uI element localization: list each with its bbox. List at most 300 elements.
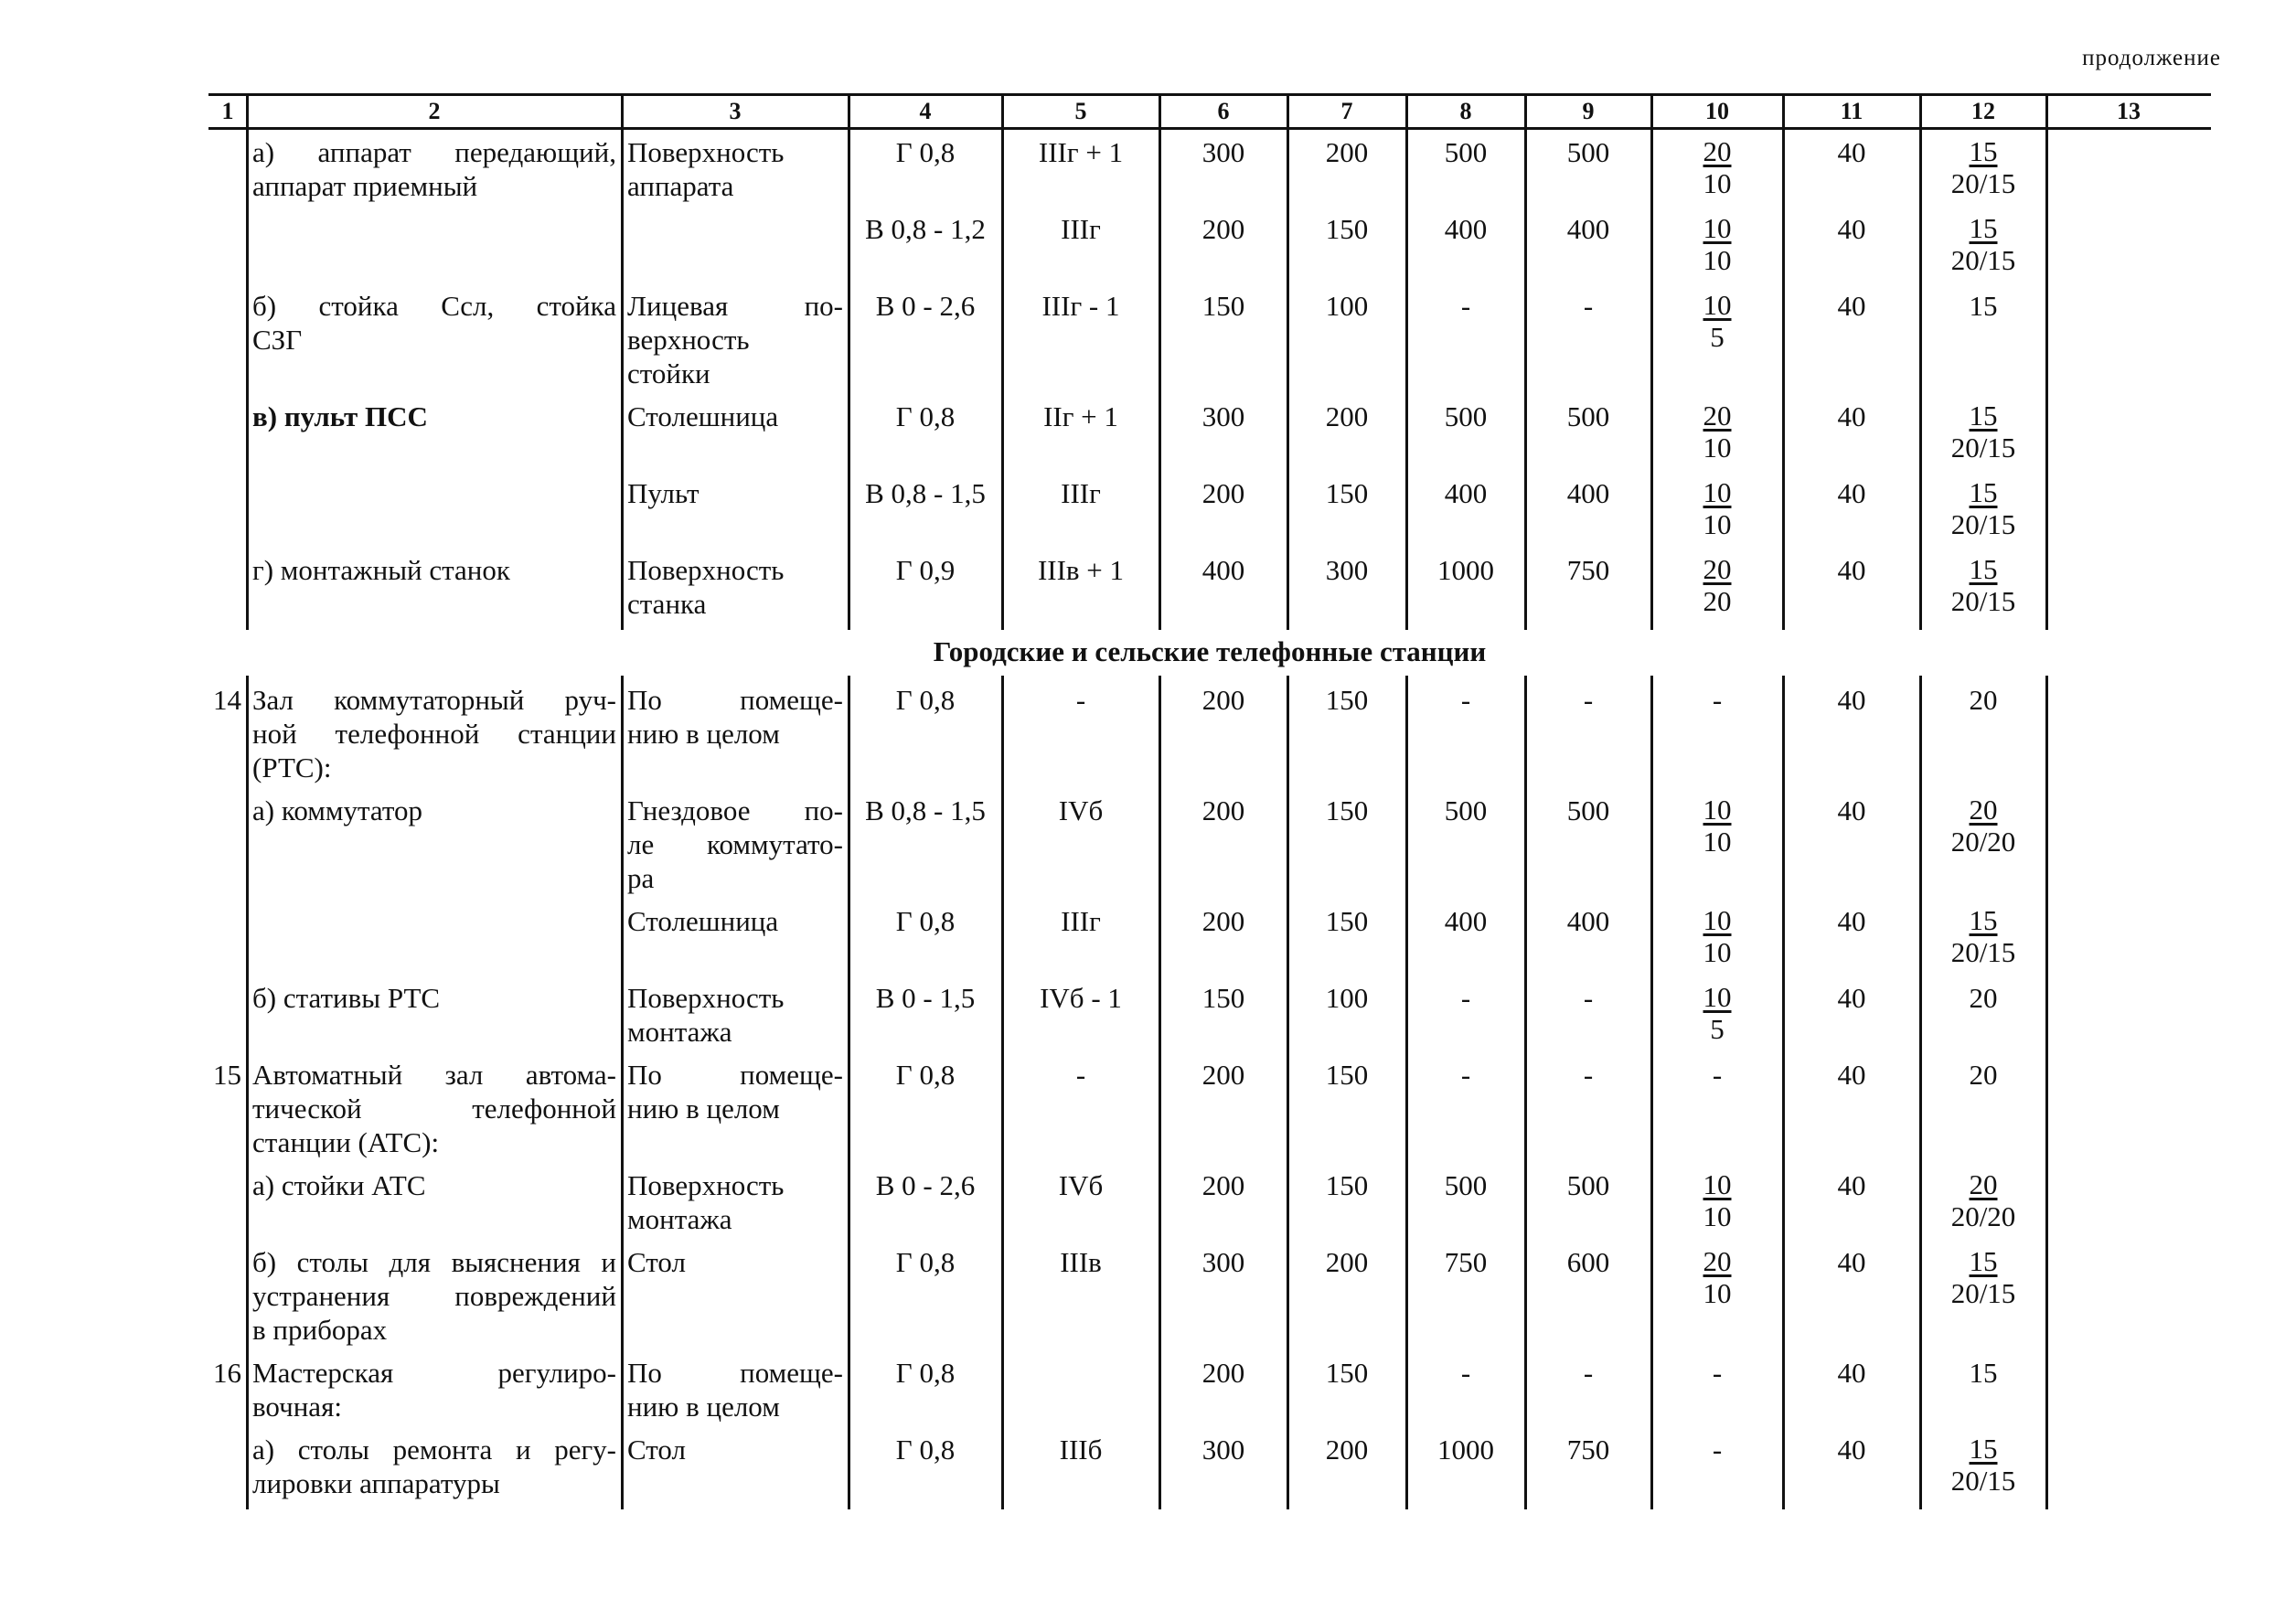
col10-value — [1657, 212, 1778, 277]
work-surface-line: Столешница — [627, 400, 779, 432]
col10-numerator: 20 — [1703, 553, 1732, 585]
column-divider — [1001, 676, 1004, 1509]
col12-denominator: 20/15 — [1950, 936, 2016, 968]
work-surface — [627, 476, 843, 510]
column-divider — [1001, 124, 1004, 630]
col6-value: 300 — [1201, 1434, 1245, 1466]
col7-value: 150 — [1325, 1059, 1369, 1091]
col12-value — [1926, 212, 2041, 277]
table-row — [208, 904, 2211, 981]
room-name-line: б) стойка Ссл, стойка — [252, 290, 616, 322]
col10-denominator: 20 — [1703, 585, 1732, 617]
col11-value: 40 — [1837, 905, 1866, 937]
col10-fraction — [1703, 135, 1732, 199]
col12-fraction — [1951, 1245, 2016, 1309]
table-row — [208, 1168, 2211, 1245]
col8-value: 1000 — [1437, 554, 1494, 586]
col8-value: 500 — [1444, 1169, 1488, 1201]
col10-denominator: 10 — [1703, 508, 1732, 540]
category-value: IIIв — [1060, 1246, 1102, 1278]
category-value: IVб — [1058, 794, 1104, 826]
work-surface — [627, 904, 843, 938]
plane-value: Г 0,8 — [895, 1246, 956, 1278]
room-name-line: а) коммутатор — [252, 794, 422, 826]
col7-value: 150 — [1325, 477, 1369, 509]
plane-value: Г 0,8 — [895, 400, 956, 432]
col10-value — [1657, 1168, 1778, 1233]
column-header-12: 12 — [1971, 98, 1995, 124]
col10-fraction — [1703, 904, 1732, 968]
col10-denominator: 10 — [1703, 167, 1732, 199]
col10-value — [1657, 476, 1778, 541]
col12-value — [1926, 553, 2041, 618]
col8-value: 750 — [1444, 1246, 1488, 1278]
plane-value: В 0 - 2,6 — [875, 290, 976, 322]
room-name-line: б) стативы РТС — [252, 982, 441, 1014]
col12-value — [1926, 1245, 2041, 1310]
header-column-divider — [246, 96, 249, 127]
room-name-line: лировки аппаратуры — [252, 1467, 500, 1499]
col7-value: 150 — [1325, 1169, 1369, 1201]
col10-numerator: 20 — [1703, 400, 1732, 432]
col10-numerator: 10 — [1703, 476, 1732, 508]
work-surface-line: По помеще- — [627, 1357, 843, 1389]
col10-fraction — [1703, 981, 1732, 1045]
room-name-line: в приборах — [252, 1314, 388, 1346]
col12-value: 20 — [1969, 982, 1998, 1014]
col6-value: 150 — [1201, 290, 1245, 322]
room-name — [252, 1168, 616, 1202]
column-header-10: 10 — [1705, 98, 1729, 124]
col7-value: 150 — [1325, 794, 1369, 826]
col10-fraction — [1703, 794, 1732, 858]
room-name — [252, 981, 616, 1015]
col12-fraction — [1951, 135, 2016, 199]
category-value: IIIг — [1061, 213, 1101, 245]
col12-value: 20 — [1969, 1059, 1998, 1091]
table-row — [208, 400, 2211, 476]
work-surface — [627, 289, 843, 390]
work-surface-line: станка — [627, 588, 707, 620]
col12-numerator: 15 — [1969, 212, 1998, 244]
col12-denominator: 20/20 — [1950, 826, 2016, 858]
col10-value: - — [1712, 1059, 1723, 1091]
header-column-divider — [2045, 96, 2048, 127]
col12-numerator: 15 — [1969, 476, 1998, 508]
col6-value: 200 — [1201, 1169, 1245, 1201]
room-name-line: б) столы для выяснения и — [252, 1246, 616, 1278]
col6-value: 200 — [1201, 1357, 1245, 1389]
room-name-line: аппарат приемный — [252, 170, 478, 202]
continuation-label: продолжение — [2082, 46, 2221, 70]
column-header-11: 11 — [1840, 98, 1863, 124]
room-name — [252, 1433, 616, 1500]
col10-fraction — [1703, 553, 1732, 617]
work-surface — [627, 135, 843, 203]
column-divider — [1287, 676, 1289, 1509]
category-value: IIIг + 1 — [1038, 136, 1124, 168]
col12-fraction — [1951, 794, 2016, 858]
header-column-divider — [1919, 96, 1922, 127]
col10-denominator: 10 — [1703, 244, 1732, 276]
col10-fraction — [1703, 400, 1732, 464]
column-divider — [1287, 124, 1289, 630]
room-name-line: Зал коммутаторный руч- — [252, 684, 616, 716]
col6-value: 200 — [1201, 477, 1245, 509]
table-row — [208, 794, 2211, 904]
col12-fraction — [1951, 1433, 2016, 1497]
col11-value: 40 — [1837, 1434, 1866, 1466]
table-row — [208, 1433, 2211, 1509]
work-surface-line: ра — [627, 862, 655, 894]
header-column-divider — [1782, 96, 1785, 127]
col10-denominator: 10 — [1703, 936, 1732, 968]
col8-value: 500 — [1444, 136, 1488, 168]
header-column-divider — [1287, 96, 1289, 127]
col10-denominator: 10 — [1703, 1277, 1732, 1309]
header-column-divider — [1001, 96, 1004, 127]
col12-denominator: 20/15 — [1950, 508, 2016, 540]
col12-fraction — [1951, 212, 2016, 276]
table-row — [208, 289, 2211, 400]
table-row — [208, 981, 2211, 1058]
category-value: IIIб — [1059, 1434, 1103, 1466]
work-surface — [627, 1433, 843, 1466]
column-divider — [1159, 124, 1161, 630]
col10-denominator: 5 — [1710, 1013, 1725, 1045]
work-surface-line: ле коммутато- — [627, 828, 843, 860]
work-surface-line: Лицевая по- — [627, 290, 843, 322]
col6-value: 200 — [1201, 905, 1245, 937]
col10-value — [1657, 553, 1778, 618]
work-surface — [627, 981, 843, 1049]
column-header-7: 7 — [1340, 98, 1353, 124]
category-value: IIг + 1 — [1043, 400, 1118, 432]
col12-value — [1926, 904, 2041, 969]
row-number: 16 — [213, 1357, 241, 1389]
col10-value — [1657, 400, 1778, 464]
work-surface-line: Стол — [627, 1434, 686, 1466]
col12-fraction — [1951, 1168, 2016, 1232]
column-header-2: 2 — [428, 98, 441, 124]
col9-value: - — [1583, 1357, 1594, 1389]
table-row — [208, 476, 2211, 553]
work-surface-line: Поверхность — [627, 554, 785, 586]
category-value: IVб - 1 — [1040, 982, 1122, 1014]
plane-value: В 0 - 2,6 — [875, 1169, 976, 1201]
col12-value — [1926, 135, 2041, 200]
col6-value: 400 — [1201, 554, 1245, 586]
table-row — [208, 212, 2211, 289]
column-divider — [1650, 676, 1653, 1509]
plane-value: Г 0,8 — [895, 684, 956, 716]
section-title: Городские и сельские телефонные станции — [933, 635, 1487, 667]
col7-value: 150 — [1325, 1357, 1369, 1389]
col7-value: 150 — [1325, 684, 1369, 716]
room-name-line: в) пульт ПСС — [252, 400, 428, 432]
room-name — [252, 1245, 616, 1347]
column-divider — [246, 676, 249, 1509]
col12-value: 15 — [1969, 290, 1998, 322]
column-divider — [1159, 676, 1161, 1509]
col10-numerator: 10 — [1703, 212, 1732, 244]
plane-value: Г 0,8 — [895, 1434, 956, 1466]
col8-value: - — [1460, 684, 1471, 716]
column-header-13: 13 — [2117, 98, 2141, 124]
col7-value: 150 — [1325, 905, 1369, 937]
work-surface-line: аппарата — [627, 170, 734, 202]
category-value: IVб — [1058, 1169, 1104, 1201]
col12-value — [1926, 476, 2041, 541]
table-row — [208, 553, 2211, 630]
work-surface-line: Поверхность — [627, 982, 785, 1014]
work-surface-line: нию в целом — [627, 1391, 780, 1423]
col9-value: 600 — [1566, 1246, 1610, 1278]
col10-numerator: 20 — [1703, 135, 1732, 167]
col12-numerator: 20 — [1969, 794, 1998, 826]
col8-value: 500 — [1444, 400, 1488, 432]
col7-value: 200 — [1325, 1434, 1369, 1466]
room-name — [252, 794, 616, 827]
work-surface — [627, 1245, 843, 1279]
room-name-line: Мастерская регулиро- — [252, 1357, 616, 1389]
col9-value: 400 — [1566, 213, 1610, 245]
col12-value: 15 — [1969, 1357, 1998, 1389]
column-divider — [1650, 124, 1653, 630]
col11-value: 40 — [1837, 136, 1866, 168]
col10-numerator: 10 — [1703, 904, 1732, 936]
work-surface-line: монтажа — [627, 1203, 732, 1235]
col9-value: 400 — [1566, 905, 1610, 937]
col11-value: 40 — [1837, 400, 1866, 432]
plane-value: Г 0,8 — [895, 136, 956, 168]
column-header-9: 9 — [1582, 98, 1595, 124]
col7-value: 100 — [1325, 982, 1369, 1014]
col7-value: 200 — [1325, 400, 1369, 432]
col12-numerator: 15 — [1969, 1433, 1998, 1465]
col9-value: 500 — [1566, 400, 1610, 432]
work-surface-line: монтажа — [627, 1016, 732, 1048]
room-name — [252, 400, 616, 433]
category-value: IIIг — [1061, 905, 1101, 937]
col7-value: 200 — [1325, 136, 1369, 168]
room-name-line: а) аппарат передающий, — [252, 136, 616, 168]
room-name — [252, 683, 616, 784]
work-surface-line: нию в целом — [627, 1093, 780, 1125]
col8-value: - — [1460, 982, 1471, 1014]
room-name — [252, 553, 616, 587]
column-header-8: 8 — [1459, 98, 1472, 124]
col12-value — [1926, 400, 2041, 464]
col9-value: 500 — [1566, 1169, 1610, 1201]
col10-fraction — [1703, 212, 1732, 276]
col10-fraction — [1703, 1245, 1732, 1309]
col8-value: 500 — [1444, 794, 1488, 826]
col9-value: - — [1583, 684, 1594, 716]
table-row — [208, 135, 2211, 212]
row-number: 15 — [213, 1059, 241, 1091]
col12-denominator: 20/15 — [1950, 585, 2016, 617]
col9-value: - — [1583, 1059, 1594, 1091]
header-column-divider — [1405, 96, 1408, 127]
plane-value: Г 0,8 — [895, 905, 956, 937]
col12-numerator: 15 — [1969, 400, 1998, 432]
room-name-line: СЗГ — [252, 324, 303, 356]
table-row — [208, 1356, 2211, 1433]
header-column-divider — [1524, 96, 1527, 127]
work-surface-line: Гнездовое по- — [627, 794, 843, 826]
category-value: IIIг - 1 — [1041, 290, 1120, 322]
col10-numerator: 10 — [1703, 794, 1732, 826]
col9-value: - — [1583, 982, 1594, 1014]
col8-value: 400 — [1444, 477, 1488, 509]
col11-value: 40 — [1837, 477, 1866, 509]
col12-numerator: 15 — [1969, 904, 1998, 936]
work-surface — [627, 1168, 843, 1236]
row-number: 14 — [213, 684, 241, 716]
col10-value — [1657, 794, 1778, 858]
plane-value: Г 0,8 — [895, 1357, 956, 1389]
column-divider — [1782, 124, 1785, 630]
column-divider — [1919, 676, 1922, 1509]
col10-value: - — [1712, 1357, 1723, 1389]
col10-numerator: 10 — [1703, 1168, 1732, 1200]
room-name-line: ной телефонной станции — [252, 718, 616, 750]
col6-value: 300 — [1201, 400, 1245, 432]
col10-value: - — [1712, 684, 1723, 716]
col6-value: 150 — [1201, 982, 1245, 1014]
plane-value: Г 0,8 — [895, 1059, 956, 1091]
col10-value — [1657, 1245, 1778, 1310]
col12-numerator: 15 — [1969, 553, 1998, 585]
col6-value: 300 — [1201, 1246, 1245, 1278]
room-name-line: а) стойки АТС — [252, 1169, 426, 1201]
room-name-line: г) монтажный станок — [252, 554, 510, 586]
work-surface — [627, 400, 843, 433]
col12-fraction — [1951, 553, 2016, 617]
col11-value: 40 — [1837, 554, 1866, 586]
col10-denominator: 10 — [1703, 826, 1732, 858]
room-name-line: вочная: — [252, 1391, 342, 1423]
col10-fraction — [1703, 289, 1732, 353]
room-name-line: станции (АТС): — [252, 1126, 440, 1158]
table-row — [208, 1245, 2211, 1356]
col11-value: 40 — [1837, 982, 1866, 1014]
plane-value: В 0,8 - 1,5 — [865, 477, 986, 509]
work-surface-line: Пульт — [627, 477, 699, 509]
col10-numerator: 10 — [1703, 981, 1732, 1013]
col11-value: 40 — [1837, 1059, 1866, 1091]
category-value: IIIв + 1 — [1037, 554, 1125, 586]
header-column-divider — [848, 96, 850, 127]
col12-value — [1926, 794, 2041, 858]
column-header-1: 1 — [221, 98, 234, 124]
col12-fraction — [1951, 400, 2016, 464]
col11-value: 40 — [1837, 1357, 1866, 1389]
column-divider — [1524, 124, 1527, 630]
work-surface-line: Столешница — [627, 905, 779, 937]
col12-numerator: 20 — [1969, 1168, 1998, 1200]
work-surface-line: Стол — [627, 1246, 686, 1278]
col9-value: - — [1583, 290, 1594, 322]
column-header-3: 3 — [729, 98, 742, 124]
col10-value — [1657, 135, 1778, 200]
col12-fraction — [1951, 904, 2016, 968]
col12-denominator: 20/15 — [1950, 1277, 2016, 1309]
room-name-line: а) столы ремонта и регу- — [252, 1434, 616, 1466]
work-surface-line: нию в целом — [627, 718, 780, 750]
col8-value: 400 — [1444, 213, 1488, 245]
col10-value — [1657, 981, 1778, 1046]
col9-value: 750 — [1566, 554, 1610, 586]
col6-value: 200 — [1201, 684, 1245, 716]
header-column-divider — [1159, 96, 1161, 127]
col12-numerator: 15 — [1969, 1245, 1998, 1277]
room-name-line: Автоматный зал автома- — [252, 1059, 616, 1091]
col10-numerator: 10 — [1703, 289, 1732, 321]
room-name — [252, 1058, 616, 1159]
col8-value: 400 — [1444, 905, 1488, 937]
work-surface — [627, 1356, 843, 1423]
column-divider — [1919, 124, 1922, 630]
work-surface — [627, 794, 843, 895]
column-divider — [1405, 124, 1408, 630]
col12-value — [1926, 1168, 2041, 1233]
room-name — [252, 1356, 616, 1423]
plane-value: В 0,8 - 1,5 — [865, 794, 986, 826]
col11-value: 40 — [1837, 684, 1866, 716]
column-divider — [621, 124, 624, 630]
work-surface-line: По помеще- — [627, 1059, 843, 1091]
col12-value: 20 — [1969, 684, 1998, 716]
column-divider — [1524, 676, 1527, 1509]
col12-denominator: 20/15 — [1950, 1465, 2016, 1497]
column-divider — [848, 124, 850, 630]
category-value: IIIг — [1061, 477, 1101, 509]
column-header-6: 6 — [1217, 98, 1230, 124]
col11-value: 40 — [1837, 794, 1866, 826]
room-name — [252, 289, 616, 357]
plane-value: В 0,8 - 1,2 — [865, 213, 986, 245]
col12-denominator: 20/15 — [1950, 244, 2016, 276]
header-column-divider — [621, 96, 624, 127]
col7-value: 150 — [1325, 213, 1369, 245]
col12-denominator: 20/15 — [1950, 432, 2016, 464]
col10-fraction — [1703, 1168, 1732, 1232]
column-divider — [1782, 676, 1785, 1509]
col10-value: - — [1712, 1434, 1723, 1466]
col11-value: 40 — [1837, 1169, 1866, 1201]
column-header-4: 4 — [919, 98, 932, 124]
col6-value: 300 — [1201, 136, 1245, 168]
col12-fraction — [1951, 476, 2016, 540]
col10-value — [1657, 289, 1778, 354]
col7-value: 100 — [1325, 290, 1369, 322]
col7-value: 300 — [1325, 554, 1369, 586]
column-divider — [1405, 676, 1408, 1509]
col11-value: 40 — [1837, 290, 1866, 322]
col12-denominator: 20/15 — [1950, 167, 2016, 199]
category-value: - — [1075, 684, 1086, 716]
col9-value: 400 — [1566, 477, 1610, 509]
header-column-divider — [1650, 96, 1653, 127]
col9-value: 500 — [1566, 136, 1610, 168]
table-row — [208, 1058, 2211, 1168]
work-surface — [627, 683, 843, 751]
col8-value: - — [1460, 1357, 1471, 1389]
work-surface-line: По помеще- — [627, 684, 843, 716]
column-number-header — [208, 93, 2211, 130]
